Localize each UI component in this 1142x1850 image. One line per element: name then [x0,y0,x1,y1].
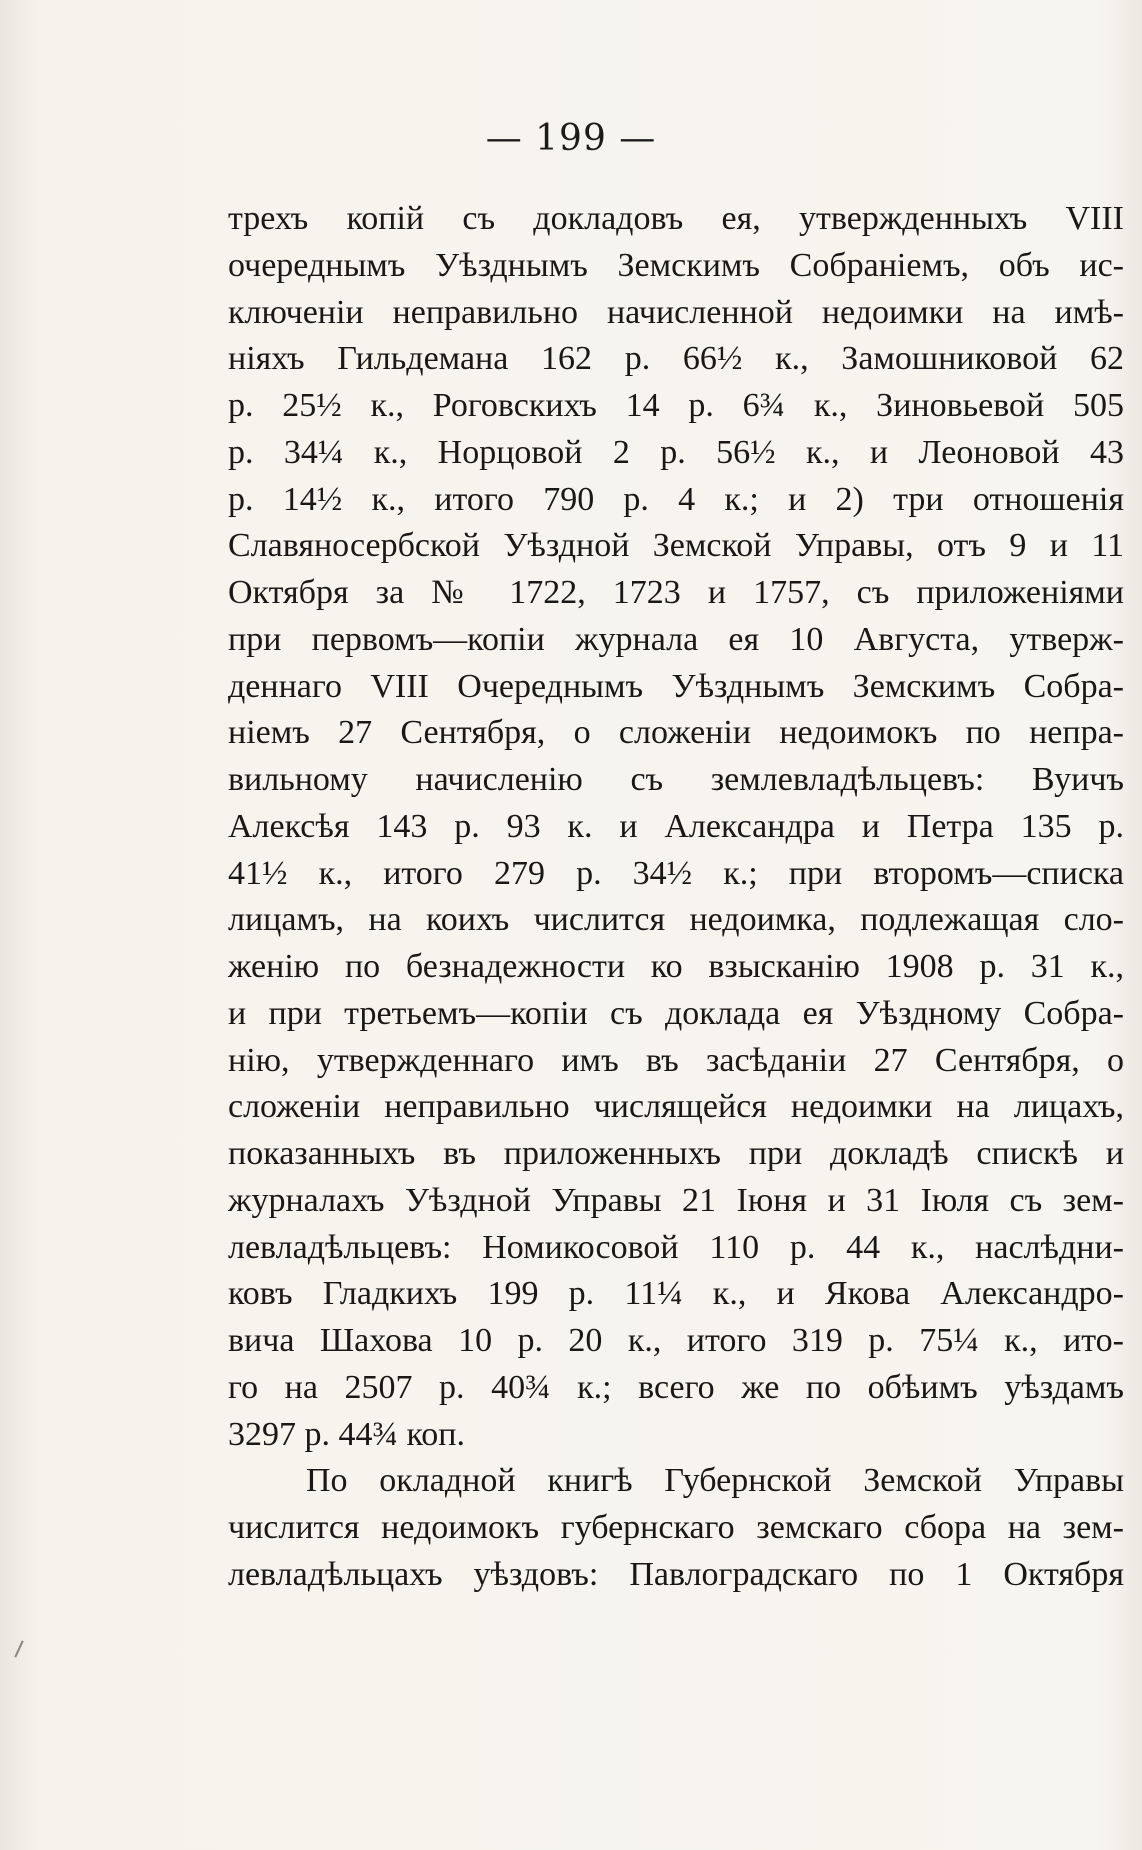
paragraph-2 [228,1458,1124,1598]
text-line: вича Шахова 10 р. 20 к., итого 319 р. 75¼ к., ито- [228,1322,1124,1359]
text-line: показанныхъ въ приложенныхъ при докладѣ спискѣ и [228,1135,1124,1172]
text-line: трехъ копій съ докладовъ ея, утвержденныхъ VIII [228,200,1124,237]
paragraph-1 [228,196,1124,1458]
text-line: при первомъ—копіи журнала ея 10 Августа, утверж- [228,620,1124,658]
text-line: вильному начисленію съ землевладѣльцевъ: Вуичъ [228,761,1124,798]
text-line: деннаго VIII Очереднымъ Уѣзднымъ Земскимъ Собра- [228,667,1124,705]
text-line: и при третьемъ—копіи съ доклада ея Уѣздному Собра- [228,994,1124,1032]
text-line: левладѣльцевъ: Номикосовой 110 р. 44 к., наслѣдни- [228,1228,1124,1266]
body-text [228,196,1124,1599]
text-line: р. 34¼ к., Норцовой 2 р. 56½ к., и Леоновой 43 [228,433,1124,471]
text-line: ковъ Гладкихъ 199 р. 11¼ к., и Якова Александро- [228,1275,1124,1313]
text-line: числится недоимокъ губернскаго земскаго сбора на зем- [228,1509,1124,1546]
text-line: женію по безнадежности ко взысканію 1908 р. 31 к., [228,948,1124,985]
text-line: ніяхъ Гильдемана 162 р. 66½ к., Замошниковой 62 [228,340,1124,378]
text-line: ніемъ 27 Сентября, о сложеніи недоимокъ по непра- [228,714,1124,752]
text-line: 41½ к., итого 279 р. 34½ к.; при второмъ—списка [228,854,1124,892]
text-line: р. 14½ к., итого 790 р. 4 к.; и 2) три отношенія [228,480,1124,518]
text-line: По окладной книгѣ Губернской Земской Управы [306,1462,1124,1500]
text-line: Алексѣя 143 р. 93 к. и Александра и Петра 135 р. [228,807,1124,845]
text-line: журналахъ Уѣздной Управы 21 Іюня и 31 Іюля съ зем- [228,1181,1124,1219]
text-line: р. 25½ к., Роговскихъ 14 р. 6¾ к., Зиновьевой 505 [228,387,1124,424]
text-line: сложеніи неправильно числящейся недоимки на лицахъ, [228,1088,1124,1126]
text-line: нію, утвержденнаго имъ въ засѣданіи 27 Сентября, о [228,1041,1124,1079]
text-line: очереднымъ Уѣзднымъ Земскимъ Собраніемъ, объ ис- [228,246,1124,284]
text-line: левладѣльцахъ уѣздовъ: Павлоградскаго по 1 Октября [228,1555,1124,1593]
text-line: 3297 р. 44¾ коп. [228,1415,465,1453]
text-line: го на 2507 р. 40¾ к.; всего же по обѣимъ уѣздамъ [228,1368,1124,1406]
stray-ink-mark [14,1640,23,1657]
page-number: — 199 — [485,118,657,159]
text-line: лицамъ, на коихъ числится недоимка, подлежащая сло- [228,901,1124,939]
text-line: Октября за № 1722, 1723 и 1757, съ приложеніями [228,574,1124,611]
text-line: ключеніи неправильно начисленной недоимки на имѣ- [228,293,1124,331]
text-line: Славяносербской Уѣздной Земской Управы, отъ 9 и 11 [228,527,1124,565]
